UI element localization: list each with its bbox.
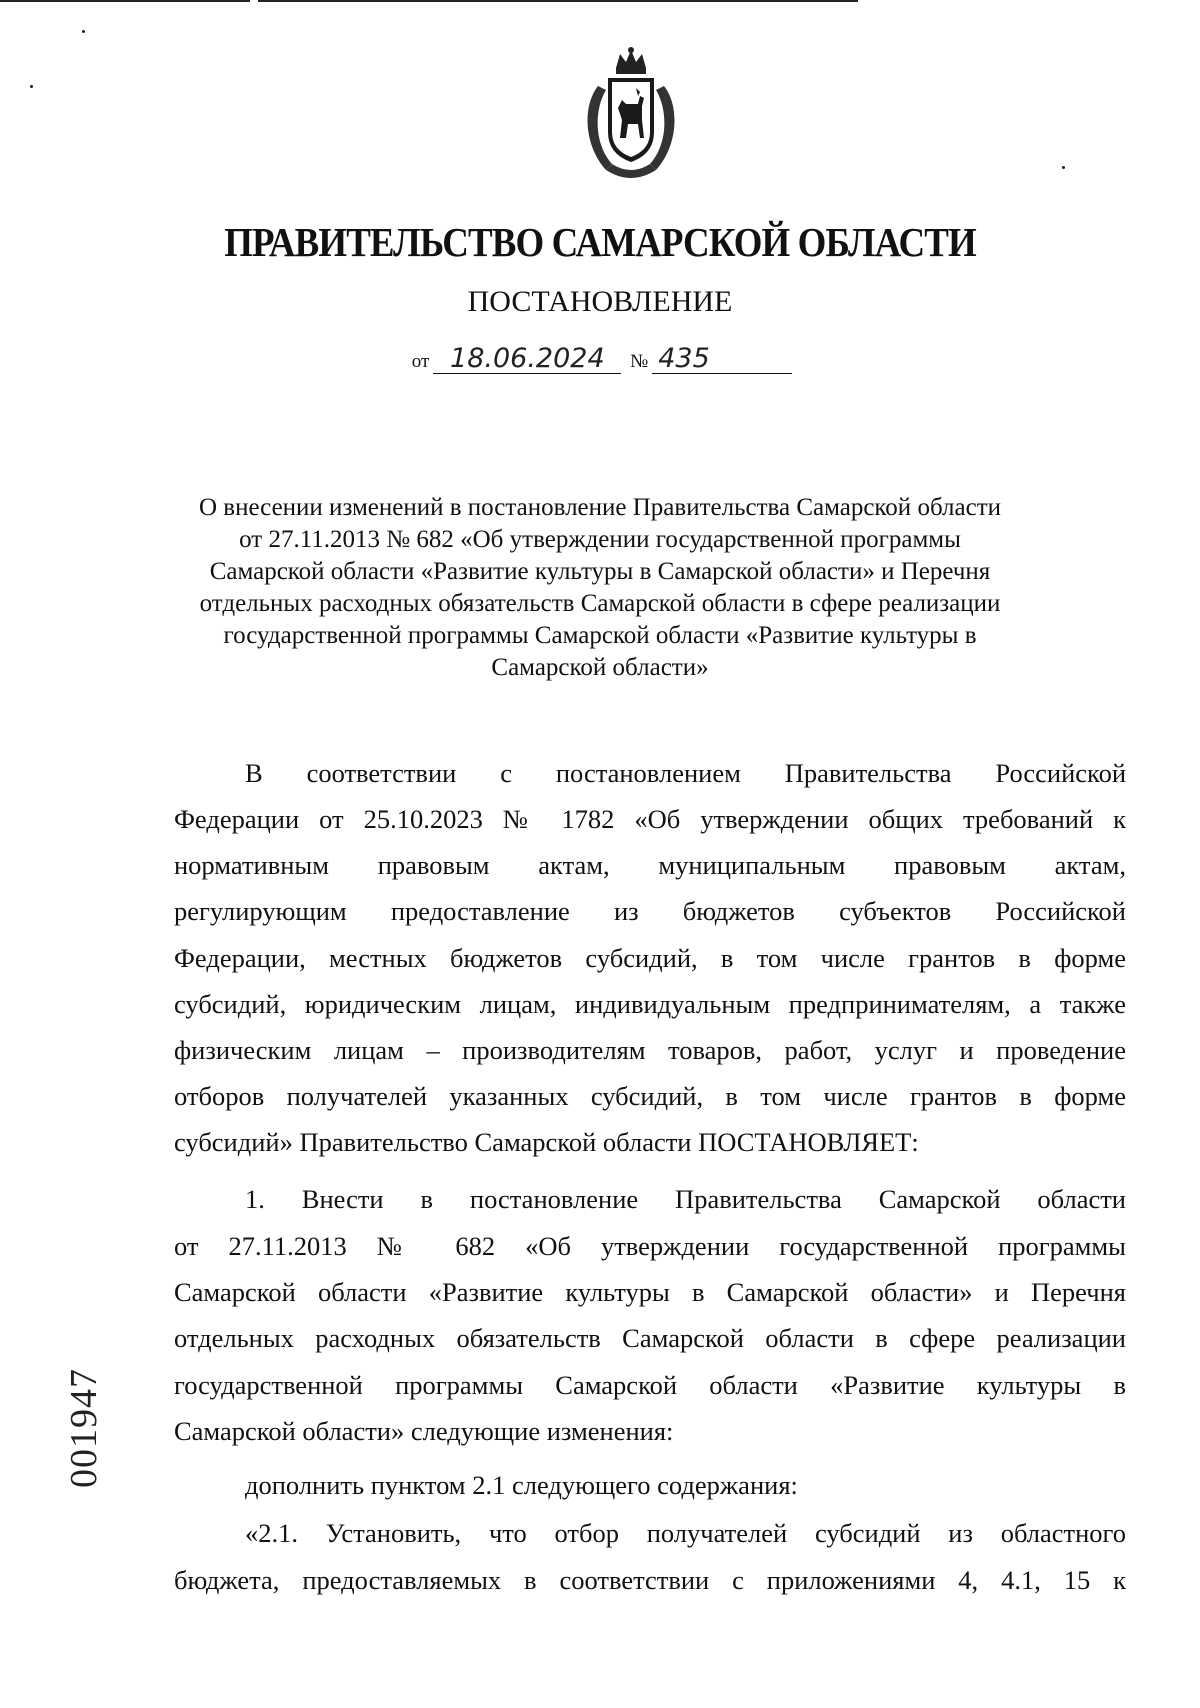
body-line: Самарской области «Развитие культуры в Самарской области» и Перечня: [174, 1277, 1126, 1307]
scan-speck: [1062, 166, 1065, 169]
subject-line: государственной программы Самарской области «Развитие культуры в: [223, 622, 977, 649]
handwritten-date: 18.06.2024: [433, 345, 621, 374]
date-prefix: от: [411, 351, 430, 372]
body-line: от 27.11.2013 № 682 «Об утверждении государственной программы: [174, 1231, 1126, 1261]
body-line: физическим лицам – производителям товаров, работ, услуг и проведение: [174, 1035, 1126, 1065]
subject-line: отдельных расходных обязательств Самарской области в сфере реализации: [199, 590, 1001, 617]
subject-line: Самарской области «Развитие культуры в Самарской области» и Перечня: [209, 558, 991, 585]
margin-serial-number: 001947: [63, 1368, 105, 1488]
government-title: ПРАВИТЕЛЬСТВО САМАРСКОЙ ОБЛАСТИ: [224, 219, 976, 265]
body-line: отборов получателей указанных субсидий, в том числе грантов в форме: [174, 1081, 1126, 1111]
coat-of-arms-icon: [576, 46, 686, 186]
top-scan-rule-left: [0, 0, 250, 2]
body-line: Федерации, местных бюджетов субсидий, в том числе грантов в форме: [174, 943, 1126, 973]
body-line: регулирующим предоставление из бюджетов субъектов Российской: [174, 896, 1126, 926]
body-line: 1. Внести в постановление Правительства Самарской области: [245, 1184, 1126, 1214]
body-line: В соответствии с постановлением Правительства Российской: [245, 758, 1126, 788]
top-scan-rule-right: [258, 0, 858, 2]
body-line: субсидий, юридическим лицам, индивидуальным предпринимателям, а также: [174, 989, 1126, 1019]
body-line: Самарской области» следующие изменения:: [174, 1416, 674, 1446]
handwritten-number: 435: [652, 345, 792, 374]
body-line: субсидий» Правительство Самарской области ПОСТАНОВЛЯЕТ:: [174, 1127, 919, 1157]
scan-speck: [82, 30, 85, 33]
document-type: ПОСТАНОВЛЕНИЕ: [467, 285, 733, 318]
body-line: дополнить пунктом 2.1 следующего содержания:: [245, 1470, 798, 1500]
body-line: нормативным правовым актам, муниципальным правовым актам,: [174, 850, 1126, 880]
body-line: «2.1. Установить, что отбор получателей субсидий из областного: [245, 1518, 1126, 1548]
subject-line: О внесении изменений в постановление Правительства Самарской области: [198, 494, 1002, 521]
scan-speck: [30, 85, 33, 88]
body-line: Федерации от 25.10.2023 № 1782 «Об утверждении общих требований к: [174, 804, 1126, 834]
body-line: бюджета, предоставляемых в соответствии с приложениями 4, 4.1, 15 к: [174, 1565, 1126, 1595]
body-line: государственной программы Самарской области «Развитие культуры в: [174, 1370, 1126, 1400]
body-line: отдельных расходных обязательств Самарской области в сфере реализации: [174, 1323, 1126, 1353]
number-prefix: №: [630, 351, 649, 372]
subject-line: Самарской области»: [491, 654, 709, 681]
date-number-line: [0, 345, 1200, 374]
subject-line: от 27.11.2013 № 682 «Об утверждении государственной программы: [239, 526, 961, 553]
document-subject: [160, 492, 1040, 684]
